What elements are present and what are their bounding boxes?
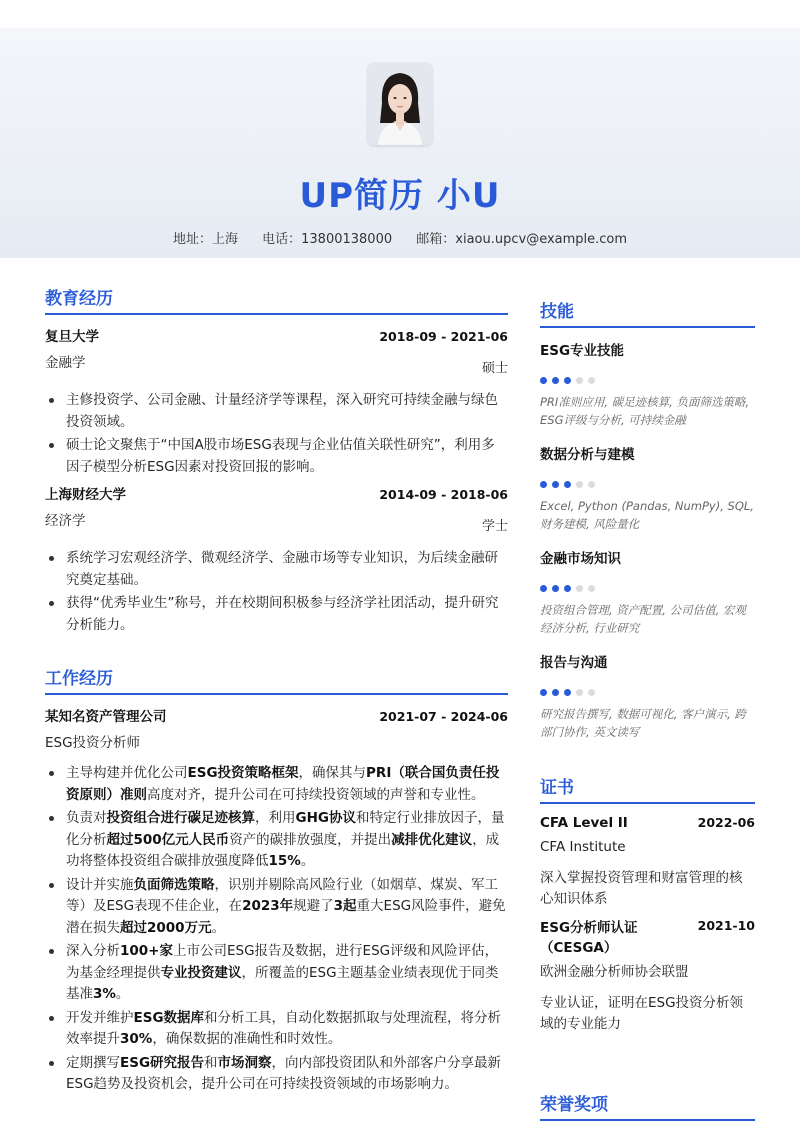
skill-desc: PRI准则应用, 碳足迹核算, 负面筛选策略, ESG评级与分析, 可持续金融 bbox=[540, 395, 750, 427]
certificate-name: CFA Level II bbox=[540, 815, 628, 831]
honors-title: 荣誉奖项 bbox=[540, 1095, 608, 1115]
degree: 硕士 bbox=[481, 361, 508, 376]
list-item: 硕士论文聚焦于“中国A股市场ESG表现与企业估值关联性研究”，利用多因子模型分析ESG因素对投资回报的影响。 bbox=[45, 435, 508, 478]
major: 经济学 bbox=[45, 513, 86, 529]
education-date: 2018-09 - 2021-06 bbox=[379, 329, 508, 344]
work-divider bbox=[45, 693, 508, 695]
skill-level-dot bbox=[540, 689, 547, 696]
address: 地址：上海 bbox=[172, 232, 238, 247]
certificate-issuer: CFA Institute bbox=[540, 839, 626, 855]
skill-level-dot bbox=[552, 689, 559, 696]
skill-level-dot bbox=[564, 689, 571, 696]
list-item: 获得“优秀毕业生”称号，并在校期间积极参与经济学社团活动，提升研究分析能力。 bbox=[45, 593, 508, 636]
skill-desc: 投资组合管理, 资产配置, 公司估值, 宏观经济分析, 行业研究 bbox=[540, 603, 746, 635]
skill-name: 报告与沟通 bbox=[540, 655, 608, 671]
candidate-name: UP简历 小U bbox=[299, 176, 501, 216]
education-item bbox=[45, 325, 508, 480]
skill-level-dot bbox=[576, 481, 583, 488]
skill-level bbox=[540, 689, 755, 696]
education-item bbox=[45, 483, 508, 638]
phone: 电话：13800138000 bbox=[262, 232, 393, 247]
email: 邮箱：xiaou.upcv@example.com bbox=[416, 232, 628, 247]
skill-level-dot bbox=[576, 585, 583, 592]
list-item: 深入分析100+家上市公司ESG报告及数据，进行ESG评级和风险评估，为基金经理提供专业投资建议，所覆盖的ESG主题基金业绩表现优于同类基准3%。 bbox=[45, 941, 508, 1006]
certificates-divider bbox=[540, 802, 755, 804]
company-name: 某知名资产管理公司 bbox=[45, 709, 167, 725]
resume-header bbox=[0, 28, 800, 258]
education-date: 2014-09 - 2018-06 bbox=[379, 487, 508, 502]
skill-level-dot bbox=[588, 689, 595, 696]
skill-item bbox=[540, 339, 755, 443]
certificate-date: 2021-10 bbox=[697, 918, 755, 933]
list-item: 设计并实施负面筛选策略，识别并剔除高风险行业（如烟草、煤炭、军工等）及ESG表现不佳企业，在2023年规避了3起重大ESG风险事件，避免潜在损失超过2000万元。 bbox=[45, 875, 508, 940]
job-position: ESG投资分析师 bbox=[45, 735, 141, 751]
skill-name: 金融市场知识 bbox=[540, 551, 621, 567]
certificates-title: 证书 bbox=[540, 778, 574, 798]
work-date: 2021-07 - 2024-06 bbox=[379, 709, 508, 724]
list-item: 主修投资学、公司金融、计量经济学等课程，深入研究可持续金融与绿色投资领域。 bbox=[45, 390, 508, 433]
skill-level-dot bbox=[588, 585, 595, 592]
work-item bbox=[45, 705, 508, 1098]
skill-desc: Excel, Python (Pandas, NumPy), SQL, 财务建模, 风险量化 bbox=[540, 499, 754, 531]
skill-level-dot bbox=[564, 481, 571, 488]
certificate-item bbox=[540, 813, 755, 910]
skill-item bbox=[540, 547, 755, 651]
skill-level-dot bbox=[576, 377, 583, 384]
certificate-desc: 深入掌握投资管理和财富管理的核心知识体系 bbox=[540, 870, 743, 907]
honors-divider bbox=[540, 1119, 755, 1121]
profile-photo bbox=[368, 63, 432, 145]
list-item: 负责对投资组合进行碳足迹核算，利用GHG协议和特定行业排放因子，量化分析超过500亿元人民币资产的碳排放强度，并提出减排优化建议，成功将整体投资组合碳排放强度降低15%。 bbox=[45, 808, 508, 873]
skill-level bbox=[540, 377, 755, 384]
certificate-issuer: 欧洲金融分析师协会联盟 bbox=[540, 964, 689, 980]
work-bullets bbox=[45, 763, 508, 1096]
skill-level bbox=[540, 585, 755, 592]
skill-level-dot bbox=[540, 585, 547, 592]
skills-divider bbox=[540, 326, 755, 328]
list-item: 定期撰写ESG研究报告和市场洞察，向内部投资团队和外部客户分享最新ESG趋势及投资机会，提升公司在可持续投资领域的市场影响力。 bbox=[45, 1053, 508, 1096]
skill-desc: 研究报告撰写, 数据可视化, 客户演示, 跨部门协作, 英文读写 bbox=[540, 707, 746, 739]
skill-level-dot bbox=[564, 585, 571, 592]
skill-level-dot bbox=[552, 481, 559, 488]
skills-list bbox=[540, 339, 755, 755]
certificate-date: 2022-06 bbox=[697, 815, 755, 830]
school-name: 上海财经大学 bbox=[45, 487, 126, 503]
skill-level-dot bbox=[576, 689, 583, 696]
contact-info bbox=[0, 228, 800, 247]
degree: 学士 bbox=[481, 519, 508, 534]
skills-title: 技能 bbox=[540, 302, 574, 322]
skill-name: 数据分析与建模 bbox=[540, 447, 635, 463]
list-item: 主导构建并优化公司ESG投资策略框架，确保其与PRI（联合国负责任投资原则）准则高度对齐，提升公司在可持续投资领域的声誉和专业性。 bbox=[45, 763, 508, 806]
education-title: 教育经历 bbox=[45, 289, 113, 309]
major: 金融学 bbox=[45, 355, 86, 371]
work-title: 工作经历 bbox=[45, 669, 113, 689]
skill-item bbox=[540, 651, 755, 755]
skill-name: ESG专业技能 bbox=[540, 343, 625, 359]
list-item: 系统学习宏观经济学、微观经济学、金融市场等专业知识，为后续金融研究奠定基础。 bbox=[45, 548, 508, 591]
certificate-desc: 专业认证，证明在ESG投资分析领域的专业能力 bbox=[540, 995, 744, 1032]
skill-level-dot bbox=[552, 585, 559, 592]
certificate-item bbox=[540, 918, 755, 1035]
skill-item bbox=[540, 443, 755, 547]
skill-level-dot bbox=[552, 377, 559, 384]
skill-level bbox=[540, 481, 755, 488]
skill-level-dot bbox=[588, 481, 595, 488]
education-divider bbox=[45, 313, 508, 315]
certificate-name: ESG分析师认证（CESGA） bbox=[540, 920, 638, 956]
school-name: 复旦大学 bbox=[45, 329, 99, 345]
skill-level-dot bbox=[588, 377, 595, 384]
skill-level-dot bbox=[564, 377, 571, 384]
list-item: 开发并维护ESG数据库和分析工具，自动化数据抓取与处理流程，将分析效率提升30%，确保数据的准确性和时效性。 bbox=[45, 1008, 508, 1051]
skill-level-dot bbox=[540, 377, 547, 384]
skill-level-dot bbox=[540, 481, 547, 488]
